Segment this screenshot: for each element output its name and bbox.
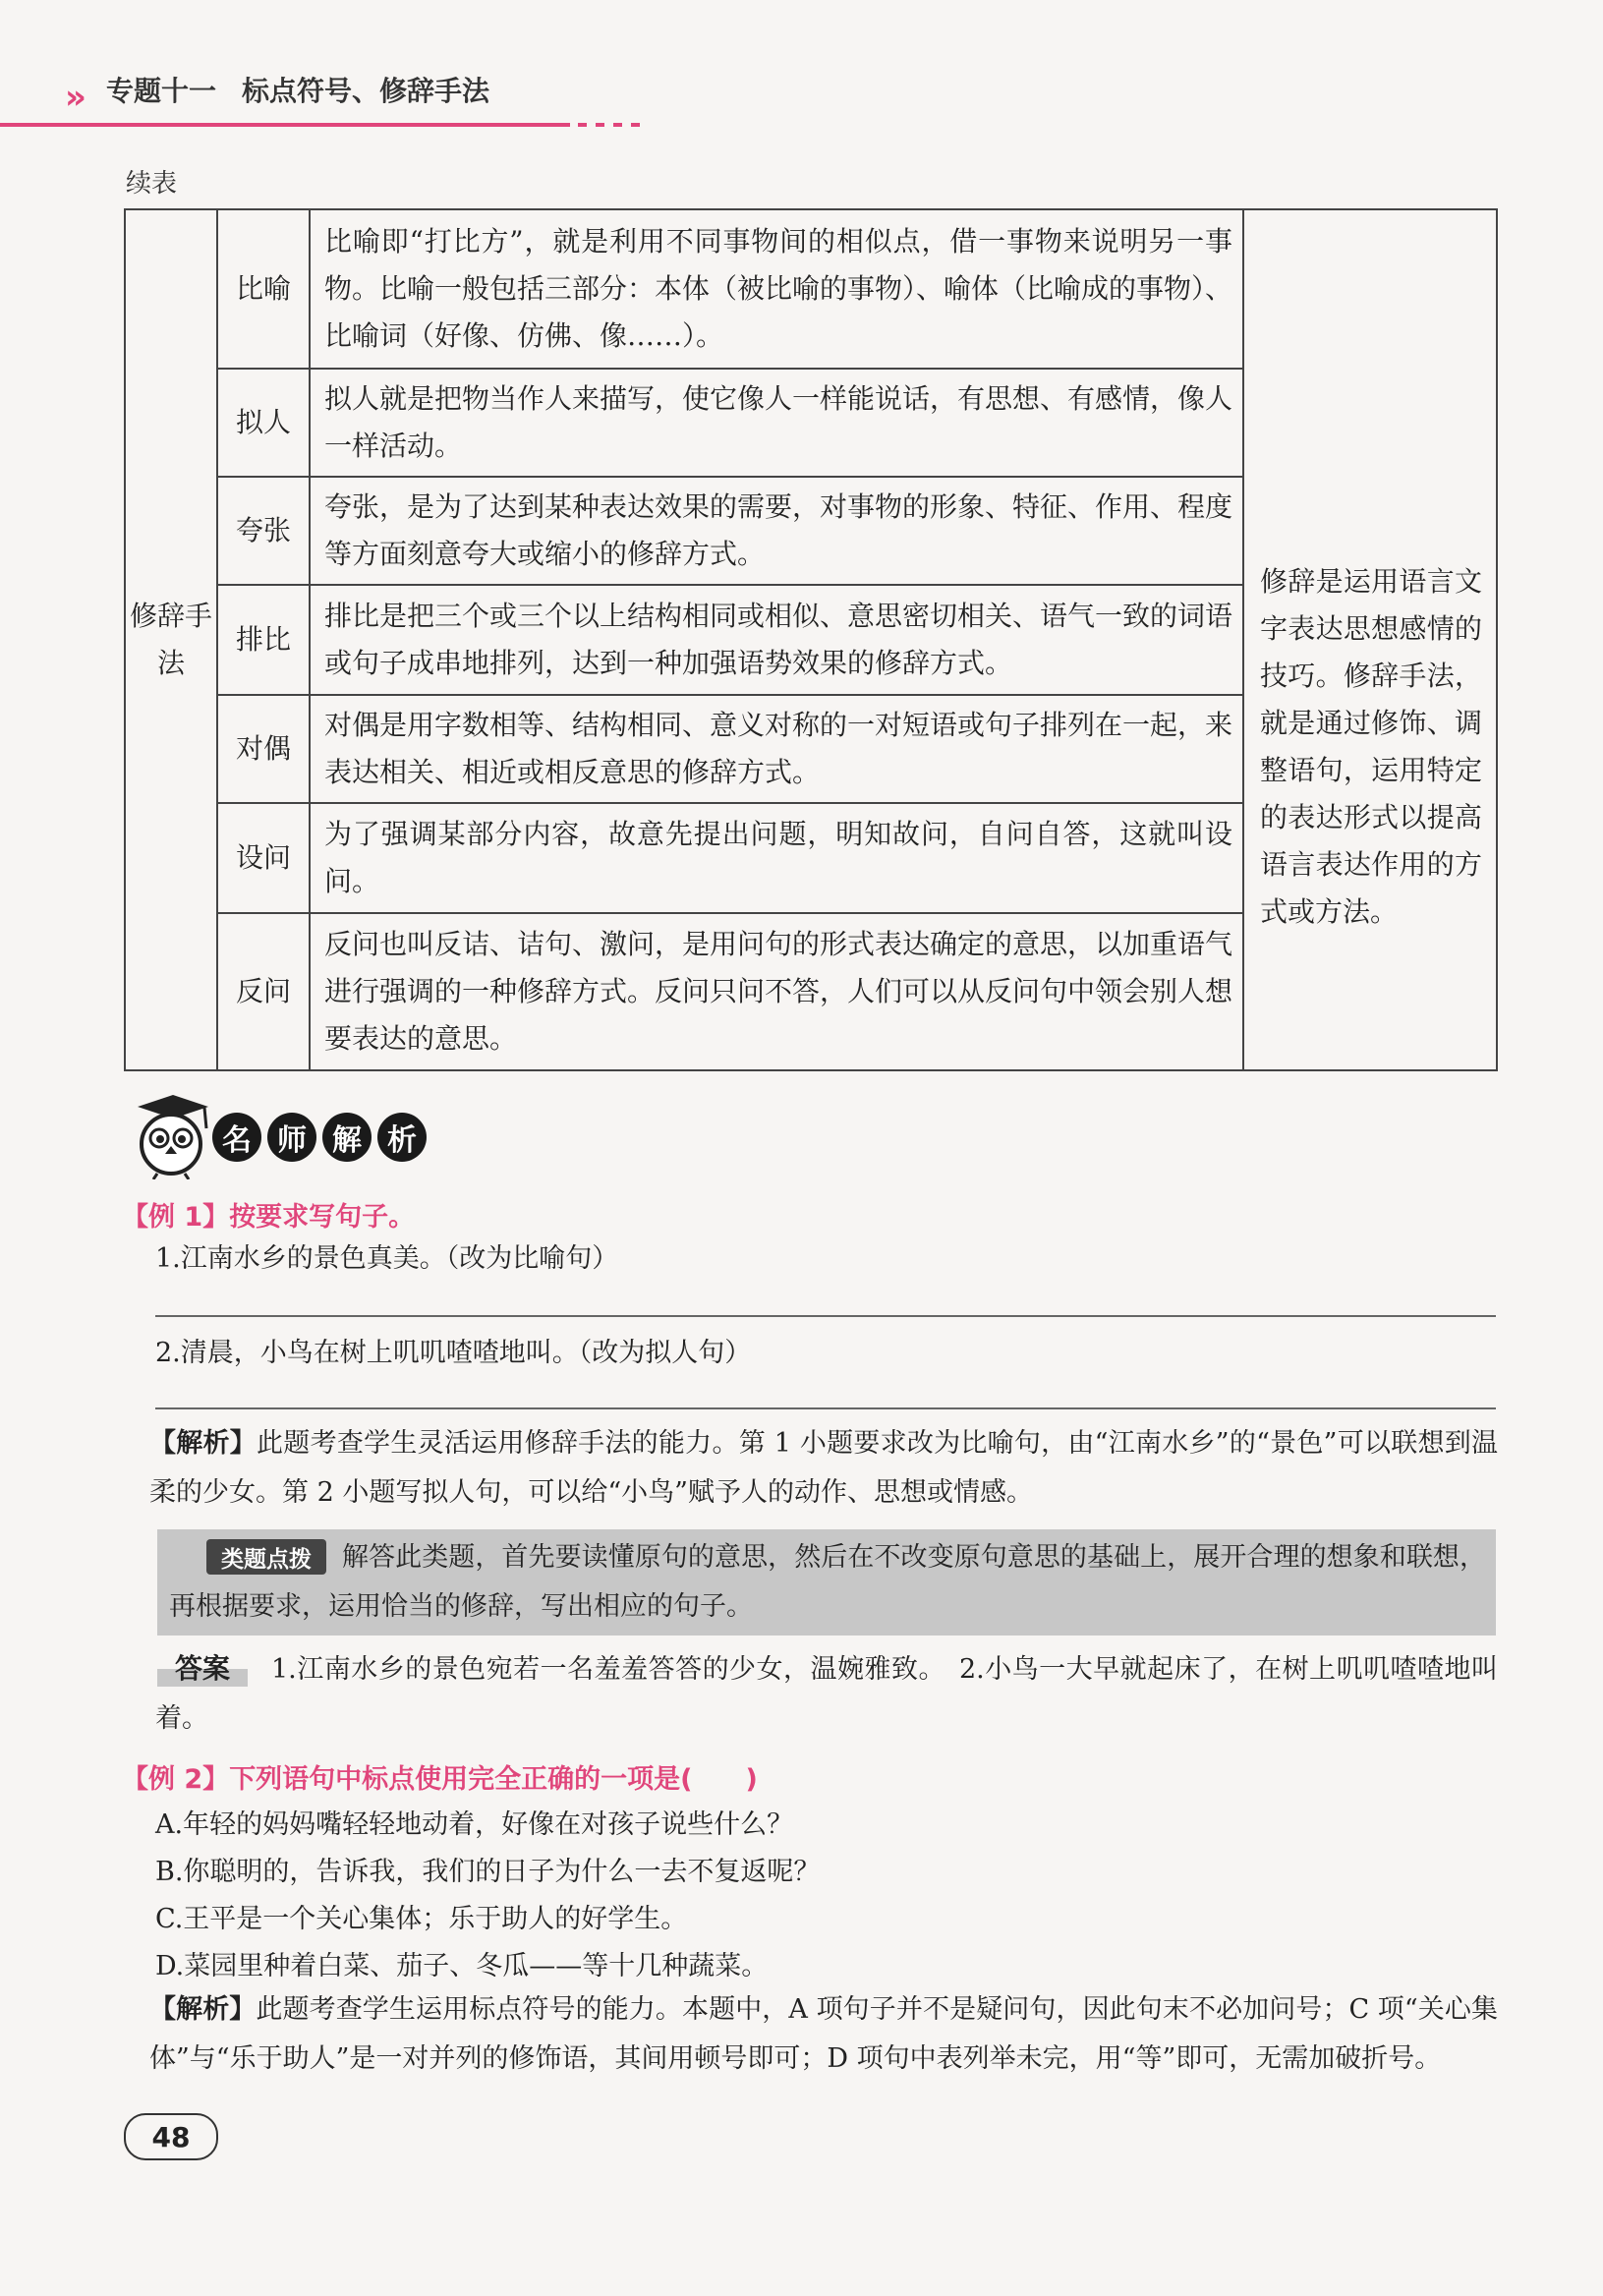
banner-char: 名 bbox=[202, 1103, 272, 1173]
page-number: 48 bbox=[124, 2113, 218, 2160]
option-a: A.年轻的妈妈嘴轻轻地动着，好像在对孩子说些什么？ bbox=[155, 1809, 794, 1840]
option-b: B.你聪明的，告诉我，我们的日子为什么一去不复返呢？ bbox=[155, 1857, 821, 1887]
table-row bbox=[125, 209, 1497, 369]
header-dots bbox=[578, 123, 647, 127]
tip-text: 解答此类题，首先要读懂原句的意思，然后在不改变原句意思的基础上，展开合理的想象和联想，再根据要求，运用恰当的修辞，写出相应的句子。 bbox=[169, 1542, 1486, 1622]
analysis-text: 此题考查学生运用标点符号的能力。本题中，A 项句子并不是疑问句，因此句末不必加问号；C 项“关心集体”与“乐于助人”是一对并列的修饰语，其间用顿号即可；D 项句中表列举未完，用“等”即可，无需加破折号。 bbox=[149, 1994, 1499, 2074]
example-1-question-2: 2.清晨，小鸟在树上叽叽喳喳地叫。（改为拟人句） bbox=[155, 1338, 752, 1368]
option-c: C.王平是一个关心集体；乐于助人的好学生。 bbox=[155, 1904, 688, 1934]
continued-label: 续表 bbox=[126, 169, 178, 199]
example-1-question-1: 1.江南水乡的景色真美。（改为比喻句） bbox=[155, 1243, 619, 1274]
answer-line bbox=[155, 1407, 1496, 1409]
row-name: 排比 bbox=[217, 585, 310, 695]
example-1-analysis bbox=[149, 1419, 1498, 1518]
analysis-label: 【解析】 bbox=[149, 1994, 257, 2025]
row-desc: 对偶是用字数相等、结构相同、意义对称的一对短语或句子排列在一起，来表达相关、相近或相反意思的修辞方式。 bbox=[310, 695, 1243, 803]
banner-char: 解 bbox=[313, 1103, 382, 1173]
topic-label: 标点符号、修辞手法 bbox=[242, 75, 490, 107]
row-desc: 为了强调某部分内容，故意先提出问题，明知故问，自问自答，这就叫设问。 bbox=[310, 803, 1243, 913]
category-cell: 修辞手法 bbox=[125, 209, 217, 1070]
answer-badge: 答案 bbox=[157, 1647, 248, 1687]
example-2-label: 【例 2】 bbox=[122, 1764, 230, 1795]
header-title bbox=[106, 70, 489, 109]
example-1-prompt: 按要求写句子。 bbox=[229, 1202, 416, 1233]
tip-badge: 类题点拨 bbox=[206, 1539, 326, 1575]
option-d: D.菜园里种着白菜、茄子、冬瓜——等十几种蔬菜。 bbox=[155, 1951, 769, 1981]
banner-char: 析 bbox=[368, 1103, 437, 1173]
row-desc: 反问也叫反诘、诘句、激问，是用问句的形式表达确定的意思，以加重语气进行强调的一种修辞方式。反问只问不答，人们可以从反问句中领会别人想要表达的意思。 bbox=[310, 913, 1243, 1070]
rhetoric-table bbox=[124, 208, 1498, 1071]
row-name: 对偶 bbox=[217, 695, 310, 803]
chapter-label: 专题十一 bbox=[106, 75, 217, 107]
summary-cell: 修辞是运用语言文字表达思想感情的技巧。修辞手法，就是通过修饰、调整语句，运用特定的表达形式以提高语言表达作用的方式或方法。 bbox=[1243, 209, 1497, 1070]
row-name: 设问 bbox=[217, 803, 310, 913]
example-2-analysis bbox=[149, 1985, 1498, 2084]
page-header bbox=[0, 54, 649, 133]
banner-char: 师 bbox=[258, 1103, 327, 1173]
row-desc: 排比是把三个或三个以上结构相同或相似、意思密切相关、语气一致的词语或句子成串地排列，达到一种加强语势效果的修辞方式。 bbox=[310, 585, 1243, 695]
row-name: 拟人 bbox=[217, 369, 310, 477]
example-2-prompt: 下列语句中标点使用完全正确的一项是( ) bbox=[229, 1764, 758, 1795]
row-desc: 拟人就是把物当作人来描写，使它像人一样能说话，有思想、有感情，像人一样活动。 bbox=[310, 369, 1243, 477]
chevron-right-icon: » bbox=[65, 78, 79, 117]
row-desc: 夸张，是为了达到某种表达效果的需要，对事物的形象、特征、作用、程度等方面刻意夸大或缩小的修辞方式。 bbox=[310, 477, 1243, 585]
section-banner bbox=[128, 1089, 482, 1177]
example-2-title bbox=[122, 1757, 758, 1796]
row-name: 反问 bbox=[217, 913, 310, 1070]
answer-line bbox=[155, 1315, 1496, 1317]
answer-text: 1.江南水乡的景色宛若一名羞羞答答的少女，温婉雅致。 2.小鸟一大早就起床了，在树上叽叽喳喳地叫着。 bbox=[155, 1654, 1498, 1734]
row-desc: 比喻即“打比方”，就是利用不同事物间的相似点，借一事物来说明另一事物。比喻一般包括三部分：本体（被比喻的事物）、喻体（比喻成的事物）、比喻词（好像、仿佛、像……）。 bbox=[310, 209, 1243, 369]
banner-title bbox=[212, 1113, 432, 1162]
row-name: 比喻 bbox=[217, 209, 310, 369]
example-1-label: 【例 1】 bbox=[122, 1202, 230, 1233]
analysis-label: 【解析】 bbox=[149, 1428, 258, 1459]
row-name: 夸张 bbox=[217, 477, 310, 585]
owl-icon bbox=[128, 1089, 216, 1179]
example-1-title bbox=[122, 1195, 415, 1234]
header-rule bbox=[0, 123, 570, 127]
analysis-text: 此题考查学生灵活运用修辞手法的能力。第 1 小题要求改为比喻句，由“江南水乡”的“景色”可以联想到温柔的少女。第 2 小题写拟人句，可以给“小鸟”赋予人的动作、思想或情感。 bbox=[149, 1428, 1499, 1508]
